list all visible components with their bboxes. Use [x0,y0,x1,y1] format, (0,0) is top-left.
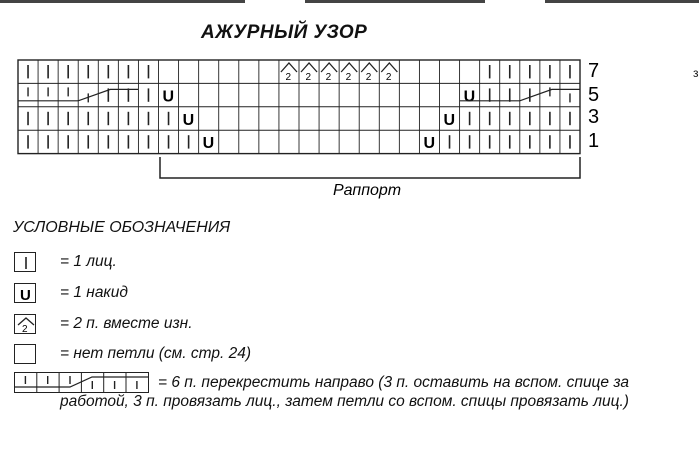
repeat-label: Раппорт [333,182,402,199]
cable-description: = 6 п. перекрестить направо (3 п. оставить на вспом. спице за работой, 3 п. провязать лиц., затем петли со вспом. спицы провязать лиц.) [60,374,630,410]
legend-text-cable [60,373,690,411]
yarn-over-symbol: U [202,135,215,153]
row-number-7: 7 [588,60,600,82]
knit-symbol-icon [14,252,36,272]
yarn-over-symbol: U [463,88,476,106]
svg-text:2: 2 [22,324,28,335]
yarn-over-symbol: U [162,88,175,106]
legend-text-no-stitch: = нет петли (см. стр. 24) [60,345,252,362]
k2tog-purl-symbol [381,63,397,72]
no-stitch-symbol-icon [14,344,36,364]
row-numbers [588,60,599,152]
k2tog-number: 2 [345,72,352,83]
row-number-3: 3 [588,106,600,128]
k2tog-number: 2 [285,72,292,83]
yarn-over-symbol: U [423,135,436,153]
legend-text-k2tog: = 2 п. вместе изн. [60,315,193,332]
page-edge-mark: з [693,66,699,80]
yarn-over-symbol-icon [14,283,36,303]
k2tog-purl-symbol [341,63,357,72]
repeat-bracket [160,157,580,178]
k2tog-purl-symbol-icon [14,314,36,334]
k2tog-purl-symbol [281,63,297,72]
knitting-chart [0,0,699,210]
yarn-over-symbol: U [443,111,456,129]
k2tog-number: 2 [365,72,372,83]
legend-heading: УСЛОВНЫЕ ОБОЗНАЧЕНИЯ [13,219,231,236]
legend-text-yarn-over: = 1 накид [60,284,128,301]
row-number-5: 5 [588,84,600,106]
chart-grid [18,60,580,154]
k2tog-purl-symbol [321,63,337,72]
k2tog-number: 2 [305,72,312,83]
page-title: АЖУРНЫЙ УЗОР [201,22,368,43]
yarn-over-symbol: U [182,111,195,129]
row-number-1: 1 [588,130,600,152]
k2tog-purl-symbol [361,63,377,72]
svg-text:U: U [20,287,31,304]
k2tog-number: 2 [325,72,332,83]
legend-text-knit: = 1 лиц. [60,253,117,270]
k2tog-number: 2 [385,72,392,83]
k2tog-purl-symbol [301,63,317,72]
